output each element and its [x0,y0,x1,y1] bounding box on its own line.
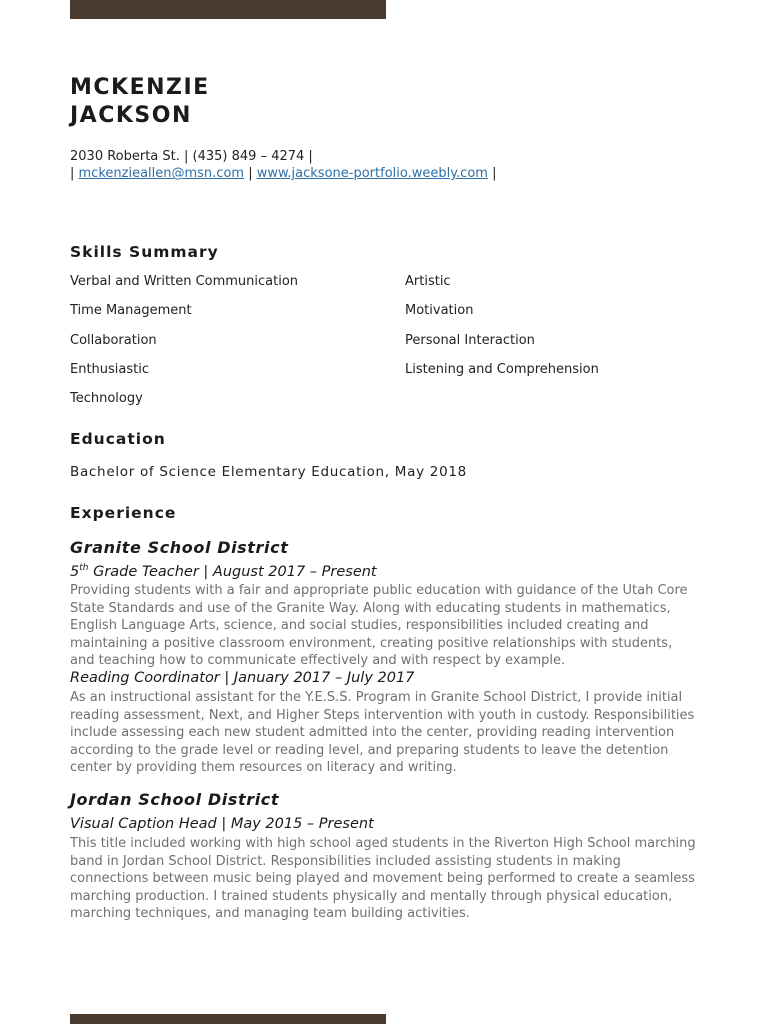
skill-item: Motivation [405,303,474,318]
portfolio-link[interactable]: www.jacksone-portfolio.weebly.com [256,166,488,181]
contact-links [70,165,496,182]
skill-item: Artistic [405,274,451,289]
skill-item: Collaboration [70,333,157,348]
candidate-name [70,74,210,130]
job-title: Reading Coordinator | January 2017 – July 2017 [70,670,415,686]
contact-separator: | [244,166,257,181]
job-title: Visual Caption Head | May 2015 – Present [70,816,374,832]
email-link[interactable]: mckenzieallen@msn.com [78,166,245,181]
job-title [70,563,377,580]
employer-name: Granite School District [70,538,289,557]
skill-item: Verbal and Written Communication [70,274,299,289]
contact-address-phone: 2030 Roberta St. | (435) 849 – 4274 | [70,149,313,164]
name-last: JACKSON [70,103,192,128]
skill-item: Technology [70,391,143,406]
contact-separator: | [70,166,79,181]
contact-info [70,148,496,182]
education-degree: Bachelor of Science Elementary Education, May 2018 [70,464,467,480]
contact-separator: | [487,166,497,181]
experience-heading: Experience [70,504,177,522]
job-title-number: 5 [70,563,80,580]
job-description: Providing students with a fair and appropriate public education with guidance of the Utah Core State Standards and use of the Granite Way. Along with educating students in mathematics, English Language Arts, science, and social studies, responsibilities included creating and maintaining a positive classroom environment, creating positive relationships with students, and teaching how to communicate effectively and with respect by example. [70,583,688,669]
job-title-text: Grade Teacher | August 2017 – Present [88,563,377,580]
skill-item: Listening and Comprehension [405,362,599,377]
education-heading: Education [70,430,166,448]
job-description: As an instructional assistant for the Y.E.S.S. Program in Granite School District, I provide initial reading assessment, Next, and Higher Steps intervention with youth in custody. Responsibilities include assessing each new student admitted into the center, providing reading intervention according to the grade level or reading level, and preparing students to leave the detention center by providing them resources on literacy and writing. [70,690,695,776]
job-description: This title included working with high school aged students in the Riverton High School marching band in Jordan School District. Responsibilities included assisting students in making connections between music being played and movement being performed to create a seamless marching production. I trained students physically and mentally through physical education, marching techniques, and managing team building activities. [70,836,696,922]
bottom-accent-bar [70,1014,386,1024]
top-accent-bar [70,0,386,19]
skills-heading: Skills Summary [70,243,219,261]
skill-item: Time Management [70,303,192,318]
name-first: MCKENZIE [70,75,210,100]
employer-name: Jordan School District [70,790,280,809]
skill-item: Enthusiastic [70,362,150,377]
job-title-ordinal: th [79,563,89,573]
skill-item: Personal Interaction [405,333,535,348]
